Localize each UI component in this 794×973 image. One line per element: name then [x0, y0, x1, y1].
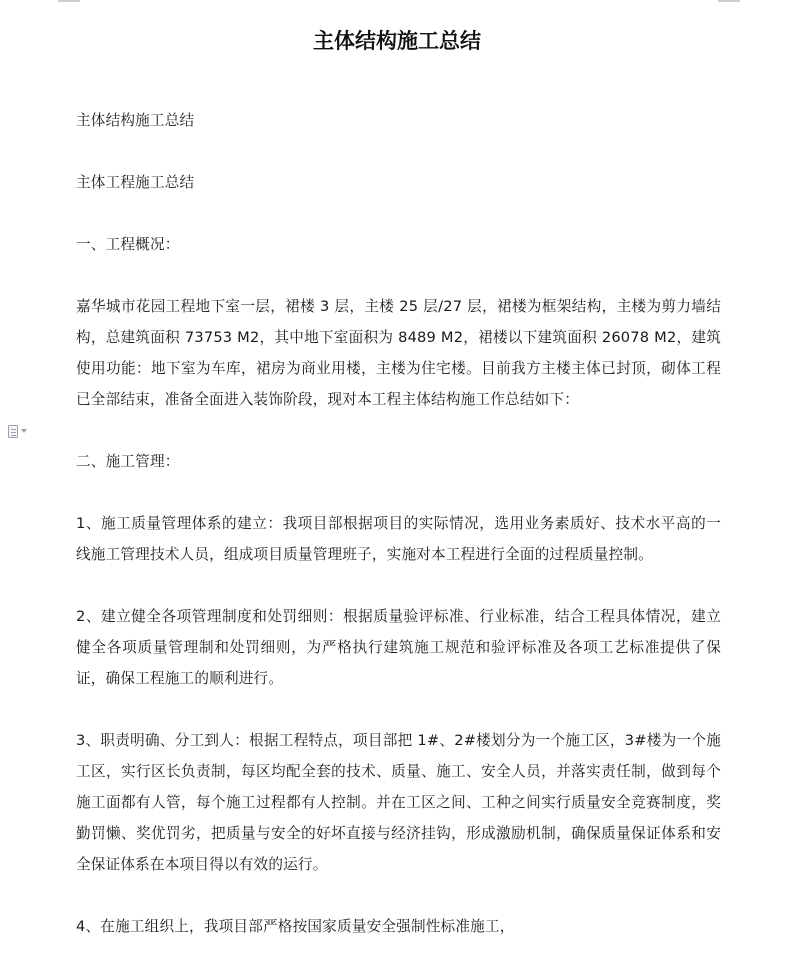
paragraph-item-2: 2、建立健全各项管理制度和处罚细则：根据质量验评标准、行业标准，结合工程具体情况，建立健全各项质量管理制和处罚细则，为严格执行建筑施工规范和验评标准及各项工艺标准提供了保证，确保工程施工的顺利进行。 — [76, 608, 721, 687]
page-corner-mark-right — [718, 0, 740, 2]
document-title: 主体结构施工总结 — [313, 28, 481, 53]
document-icon — [8, 425, 18, 438]
paragraph-item-3: 3、职责明确、分工到人：根据工程特点，项目部把 1#、2#楼划分为一个施工区，3#楼为一个施工区，实行区长负责制，每区均配全套的技术、质量、施工、安全人员，并落实责任制，做到每个施工面都有人管，每个施工过程都有人控制。并在工区之间、工种之间实行质量安全竞赛制度，奖勤罚懒、奖优罚劣，把质量与安全的好坏直接与经济挂钩，形成激励机制，确保质量保证体系和安全保证体系在本项目得以有效的运行。 — [76, 732, 721, 873]
paragraph-subtitle: 主体结构施工总结 — [76, 112, 195, 129]
chevron-down-icon — [21, 429, 27, 433]
paragraph-item-1: 1、施工质量管理体系的建立：我项目部根据项目的实际情况，选用业务素质好、技术水平高的一线施工管理技术人员，组成项目质量管理班子，实施对本工程进行全面的过程质量控制。 — [76, 515, 721, 563]
paragraph-item-4: 4、在施工组织上，我项目部严格按国家质量安全强制性标准施工， — [76, 918, 515, 935]
section-heading-overview: 一、工程概况： — [76, 236, 180, 253]
paragraph-options-button[interactable] — [8, 423, 38, 439]
section-heading-management: 二、施工管理： — [76, 453, 180, 470]
page-corner-mark-left — [58, 0, 80, 2]
paragraph-heading-main: 主体工程施工总结 — [76, 174, 195, 191]
document-body — [76, 105, 721, 973]
paragraph-overview: 嘉华城市花园工程地下室一层，裙楼 3 层，主楼 25 层/27 层，裙楼为框架结构，主楼为剪力墙结构，总建筑面积 73753 M2，其中地下室面积为 8489 M2，裙楼以下建筑面积 26078 M2，建筑使用功能：地下室为车库，裙房为商业用楼，主楼为住宅楼。目前我方主楼主体已封顶，砌体工程已全部结束，准备全面进入装饰阶段，现对本工程主体结构施工作总结如下： — [76, 298, 721, 408]
